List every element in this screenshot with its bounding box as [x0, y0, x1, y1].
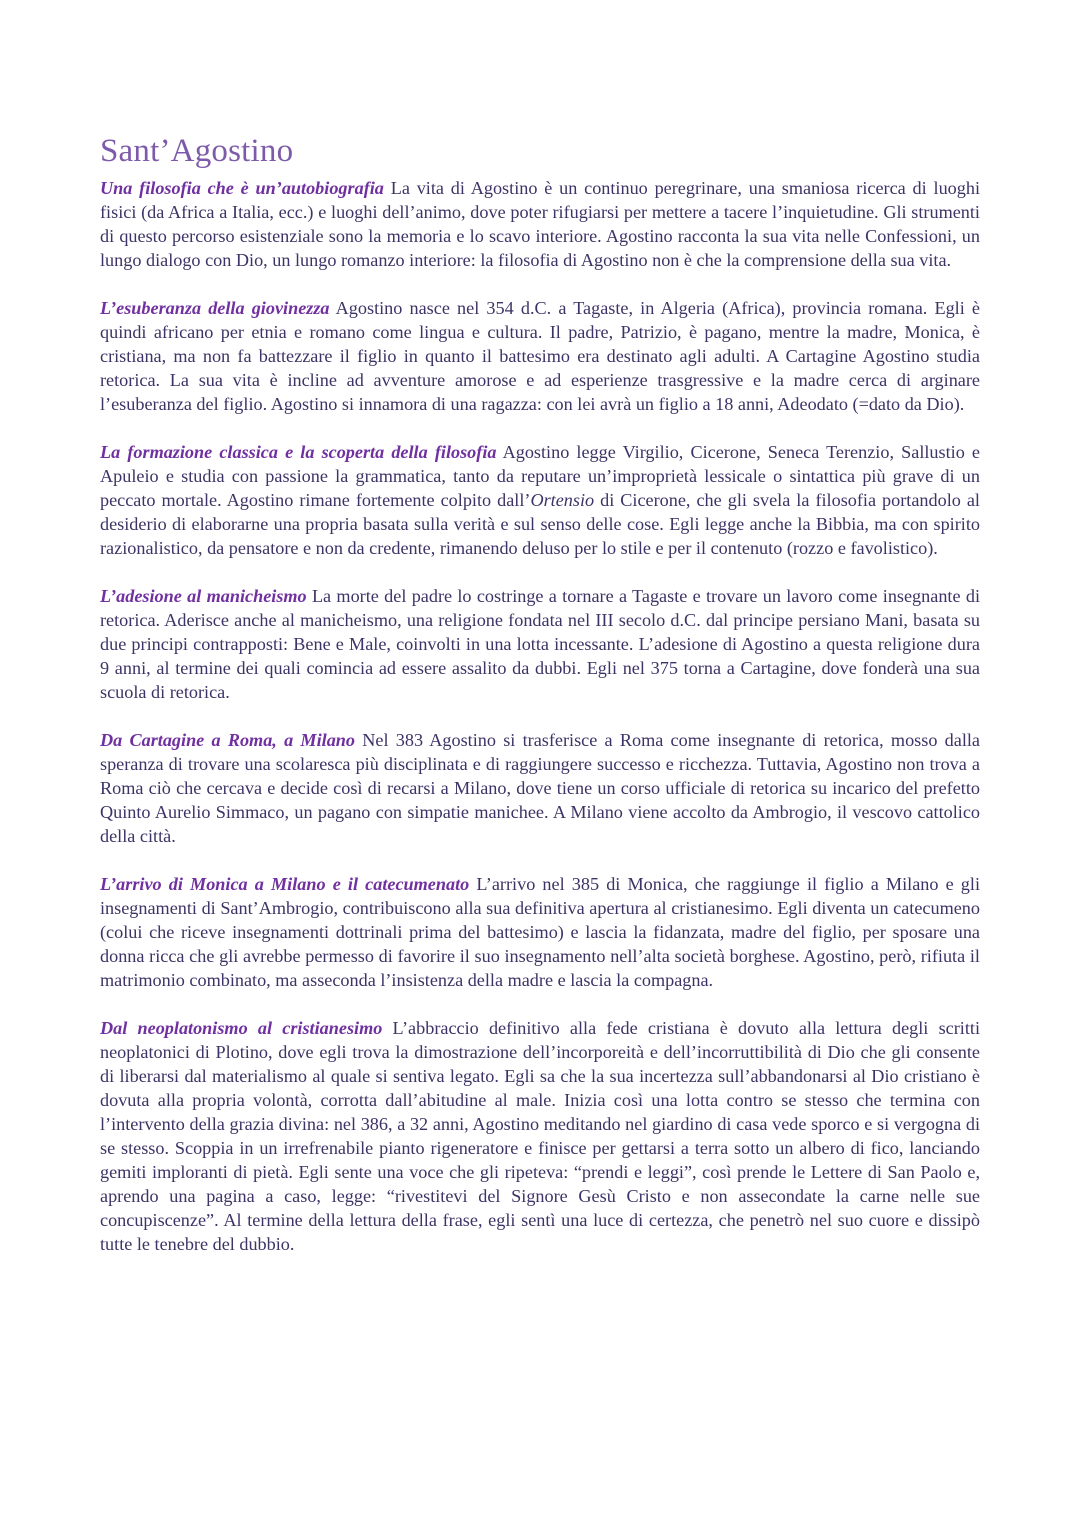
paragraph-body: Agostino legge Virgilio, Cicerone, Seneca Terenzio, Sallustio e Apuleio e studia con passione la grammatica, tanto da reputare un’improprietà lessicale o sintattica più grave di un peccato mortale. Agostino rimane fortemente colpito dall’Ortensio di Cicerone, che gli svela la filosofia portandolo al desiderio di elaborarne una propria basata sulla verità e sul senso delle cose. Egli legge anche la Bibbia, ma con spirito razionalistico, da pensatore e non da credente, rimanendo deluso per lo stile e per il contenuto (rozzo e favolistico). — [100, 442, 980, 558]
paragraph — [100, 1016, 980, 1256]
paragraph — [100, 872, 980, 992]
paragraph — [100, 440, 980, 560]
paragraph — [100, 296, 980, 416]
paragraph-lead: Dal neoplatonismo al cristianesimo — [100, 1018, 383, 1038]
paragraph — [100, 728, 980, 848]
paragraph-lead: L’arrivo di Monica a Milano e il catecumenato — [100, 874, 470, 894]
paragraph-lead: Da Cartagine a Roma, a Milano — [100, 730, 356, 750]
paragraph-body: La vita di Agostino è un continuo peregrinare, una smaniosa ricerca di luoghi fisici (da Africa a Italia, ecc.) e luoghi dell’animo, dove poter rifugiarsi per mettere a tacere l’inquietudine. Gli strumenti di questo percorso esistenziale sono la memoria e lo scavo interiore. Agostino racconta la sua vita nelle Confessioni, un lungo dialogo con Dio, un lungo romanzo interiore: la filosofia di Agostino non è che la comprensione della sua vita. — [100, 178, 980, 270]
page-title: Sant’Agostino — [100, 133, 294, 169]
paragraphs-container — [100, 176, 980, 1256]
paragraph-body: La morte del padre lo costringe a tornare a Tagaste e trovare un lavoro come insegnante di retorica. Aderisce anche al manicheismo, una religione fondata nel III secolo d.C. dal principe persiano Mani, basata su due principi contrapposti: Bene e Male, coinvolti in una lotta incessante. L’adesione di Agostino a questa religione dura 9 anni, al termine dei quali comincia ad essere assalito da dubbi. Egli nel 375 torna a Cartagine, dove fonderà una sua scuola di retorica. — [100, 586, 980, 702]
paragraph-body: L’arrivo nel 385 di Monica, che raggiunge il figlio a Milano e gli insegnamenti di Sant’Ambrogio, contribuiscono alla sua definitiva apertura al cristianesimo. Egli diventa un catecumeno (colui che riceve insegnamenti dottrinali prima del battesimo) e lascia la fidanzata, madre del figlio, per sposare una donna ricca che gli avrebbe permesso di favorire il suo insegnamento nell’alta società borghese. Agostino, però, rifiuta il matrimonio combinato, ma asseconda l’insistenza della madre e lascia la compagna. — [100, 874, 980, 990]
paragraph — [100, 176, 980, 272]
paragraph-lead: La formazione classica e la scoperta della filosofia — [100, 442, 497, 462]
paragraph-body: Agostino nasce nel 354 d.C. a Tagaste, in Algeria (Africa), provincia romana. Egli è quindi africano per etnia e romano come lingua e cultura. Il padre, Patrizio, è pagano, mentre la madre, Monica, è cristiana, ma non fa battezzare il figlio in quanto il battesimo era destinato agli adulti. A Cartagine Agostino studia retorica. La sua vita è incline ad avventure amorose e ad esperienze trasgressive e la madre cerca di arginare l’esuberanza del figlio. Agostino si innamora di una ragazza: con lei avrà un figlio a 18 anni, Adeodato (=dato da Dio). — [100, 298, 980, 414]
paragraph-lead: L’esuberanza della giovinezza — [100, 298, 330, 318]
paragraph-body: L’abbraccio definitivo alla fede cristiana è dovuto alla lettura degli scritti neoplatonici di Plotino, dove egli trova la dimostrazione dell’incorporeità e dell’incorruttibilità di Dio che gli consente di liberarsi dal materialismo al quale si sentiva legato. Egli sa che la sua incertezza sull’abbandonarsi al Dio cristiano è dovuta alla propria volontà, corrotta dall’abitudine al male. Inizia così una lotta contro se stesso che termina con l’intervento della grazia divina: nel 386, a 32 anni, Agostino meditando nel giardino di casa vede sporco e si vergogna di se stesso. Scoppia in un irrefrenabile pianto rigeneratore e finisce per gettarsi a terra sotto un albero di fico, lanciando gemiti imploranti di pietà. Egli sente una voce che gli ripeteva: “prendi e leggi”, così prende le Lettere di San Paolo e, aprendo una pagina a caso, legge: “rivestitevi del Signore Gesù Cristo e non assecondate la carne nelle sue concupiscenze”. Al termine della lettura della frase, egli sentì una luce di certezza, che penetrò nel suo cuore e dissipò tutte le tenebre del dubbio. — [100, 1018, 980, 1254]
paragraph — [100, 584, 980, 704]
paragraph-lead: L’adesione al manicheismo — [100, 586, 307, 606]
paragraph-lead: Una filosofia che è un’autobiografia — [100, 178, 384, 198]
paragraph-body: Nel 383 Agostino si trasferisce a Roma come insegnante di retorica, mosso dalla speranza di trovare una scolaresca più disciplinata e di raggiungere successo e ricchezza. Tuttavia, Agostino non trova a Roma ciò che cercava e decide così di recarsi a Milano, dove tiene un corso ufficiale di retorica su incarico del prefetto Quinto Aurelio Simmaco, un pagano con simpatie manichee. A Milano viene accolto da Ambrogio, il vescovo cattolico della città. — [100, 730, 980, 846]
